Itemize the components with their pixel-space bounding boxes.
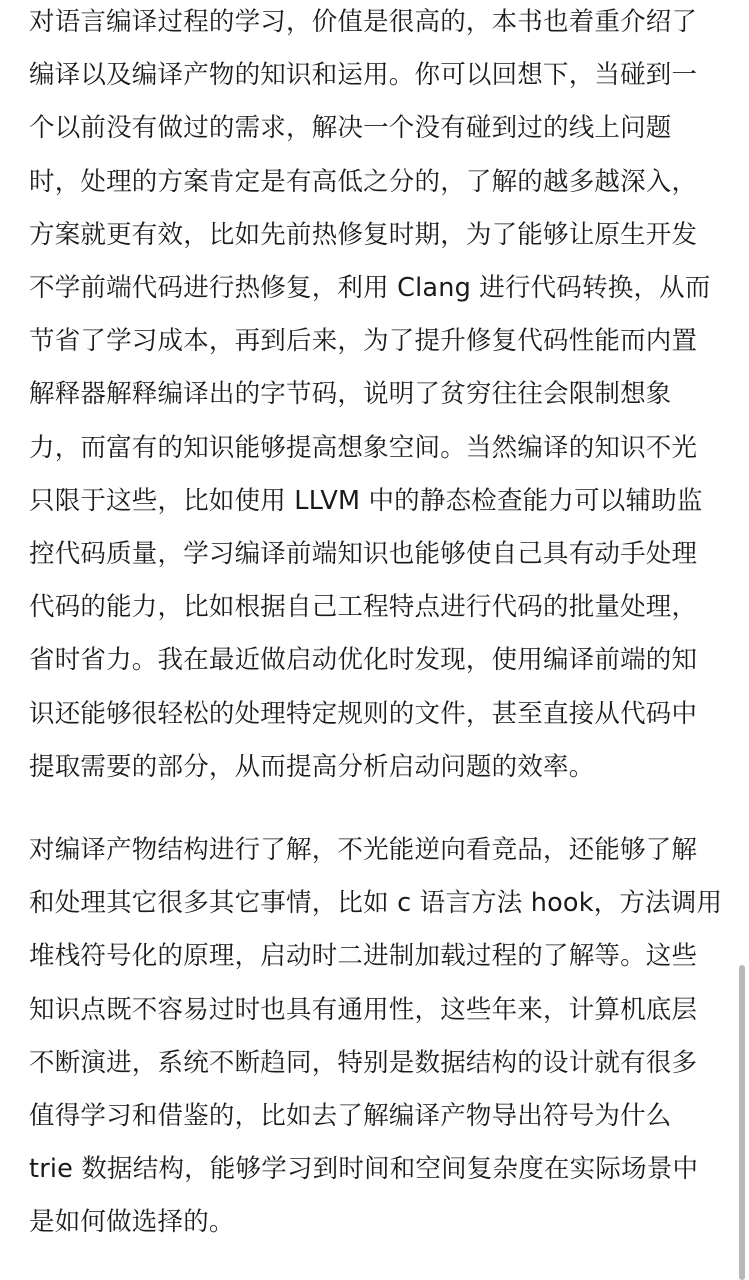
text-line: 控代码质量，学习编译前端知识也能够使自己具有动手处理 — [29, 539, 698, 569]
text-line: 对语言编译过程的学习，价值是很高的，本书也着重介绍了 — [29, 7, 698, 37]
text-line: 省时省力。我在最近做启动优化时发现，使用编译前端的知 — [29, 645, 698, 676]
text-line: 力，而富有的知识能够提高想象空间。当然编译的知识不光 — [29, 432, 698, 463]
text-line: 提取需要的部分，从而提高分析启动问题的效率。 — [29, 751, 595, 782]
text-line: 节省了学习成本，再到后来，为了提升修复代码性能而内置 — [29, 326, 698, 357]
text-line: 是如何做选择的。 — [29, 1207, 235, 1238]
text-line: 知识点既不容易过时也具有通用性，这些年来，计算机底层 — [29, 994, 698, 1025]
vertical-scrollbar[interactable] — [739, 965, 745, 1280]
text-line: 编译以及编译产物的知识和运用。你可以回想下，当碰到一 — [29, 60, 698, 91]
text-line: 值得学习和借鉴的，比如去了解编译产物导出符号为什么 — [29, 1101, 672, 1131]
text-line: 和处理其它很多其它事情，比如 c 语言方法 hook，方法调用 — [29, 888, 723, 919]
text-line: 堆栈符号化的原理，启动时二进制加载过程的了解等。这些 — [29, 941, 698, 972]
text-line: 代码的能力，比如根据自己工程特点进行代码的批量处理， — [29, 592, 698, 623]
text-line: 方案就更有效，比如先前热修复时期，为了能够让原生开发 — [29, 219, 698, 250]
text-line: 解释器解释编译出的字节码，说明了贫穷往往会限制想象 — [29, 379, 672, 410]
text-line: 时，处理的方案肯定是有高低之分的，了解的越多越深入， — [29, 166, 698, 197]
text-line: 个以前没有做过的需求，解决一个没有碰到过的线上问题 — [29, 113, 672, 144]
text-line: 不断演进，系统不断趋同，特别是数据结构的设计就有很多 — [29, 1047, 698, 1078]
text-line: 识还能够很轻松的处理特定规则的文件，甚至直接从代码中 — [29, 698, 698, 729]
text-line: 对编译产物结构进行了解，不光能逆向看竞品，还能够了解 — [29, 835, 698, 865]
text-line: 只限于这些，比如使用 LLVM 中的静态检查能力可以辅助监 — [29, 485, 703, 516]
text-line: 不学前端代码进行热修复，利用 Clang 进行代码转换，从而 — [29, 273, 711, 303]
text-line: trie 数据结构，能够学习到时间和空间复杂度在实际场景中 — [29, 1154, 699, 1185]
